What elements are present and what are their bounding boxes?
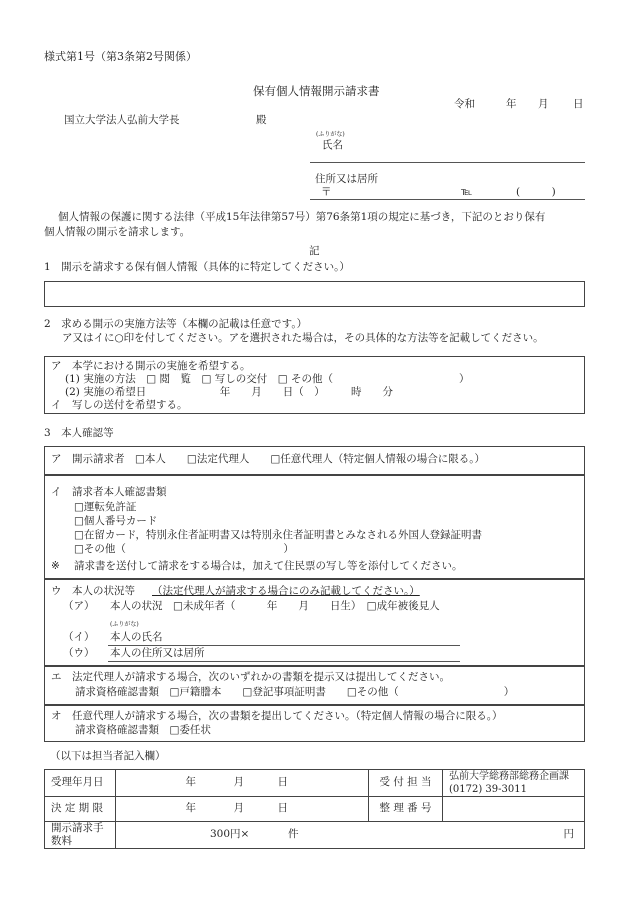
section3-heading: 3 本人確認等 (44, 427, 114, 439)
principal-address-text: 本人の住所又は居所 (110, 647, 205, 659)
section3-note-mark: ※ (51, 560, 60, 572)
date-year: 年 (506, 98, 517, 110)
section3-u-title: ウ 本人の状況等 (51, 585, 135, 597)
org-number-label: 整 理 番 号 (369, 797, 443, 822)
principal-address-label: （ウ） (63, 647, 95, 659)
section3-note: 請求書を送付して請求をする場合は，加えて住民票の写し等を添付してください。 (74, 560, 463, 572)
charge-phone: (0172) 39-3011 (449, 784, 527, 795)
id-doc-other[interactable]: □その他（ ） (74, 543, 294, 555)
fee-count: 件 (288, 828, 299, 840)
charge-label: 受 付 担 当 (369, 770, 443, 797)
name-label: 氏名 (322, 139, 343, 151)
decided-label: 決 定 期 限 (45, 797, 116, 822)
section3-o-line2[interactable]: 請求資格確認書類 □委任状 (75, 724, 211, 736)
id-doc-mynumber[interactable]: □個人番号カード (74, 515, 158, 527)
date-month: 月 (538, 98, 549, 110)
intro-line2: 個人情報の開示を請求します。 (44, 226, 191, 238)
staff-table (44, 769, 585, 849)
section2-date: (2) 実施の希望日 年 月 日（ ） 時 分 (65, 386, 393, 398)
section2-option-a: ア 本学における開示の実施を希望する。 (51, 360, 251, 372)
section2-note: ア又はイに○印を付してください。アを選択された場合は，その具体的な方法等を記載してください。 (62, 332, 544, 344)
decided-month: 月 (228, 797, 268, 822)
fee-label: 開示請求手数料 (45, 822, 116, 849)
id-doc-residence-card[interactable]: □在留カード，特別永住者証明書又は特別永住者証明書とみなされる外国人登録証明書 (74, 529, 482, 541)
org-number-value[interactable] (443, 797, 585, 822)
name-field-line[interactable] (310, 162, 585, 163)
addressee-name: 国立大学法人弘前大学長 (64, 114, 180, 126)
charge-dept: 弘前大学総務部総務企画課 (449, 771, 569, 782)
fee-amount: 300円× (210, 828, 250, 840)
section2-heading: 2 求める開示の実施方法等（本欄の記載は任意です。） (44, 318, 308, 330)
decided-day: 日 (268, 797, 369, 822)
fee-cell (116, 822, 585, 849)
received-day: 日 (268, 770, 369, 797)
principal-name-text: 本人の氏名 (110, 631, 163, 643)
section2-method: (1) 実施の方法 □ 閲 覧 □ 写しの交付 □ その他（ ） (65, 373, 470, 385)
ki-mark: 記 (309, 245, 320, 257)
furigana-label: (ふりがな) (316, 131, 345, 138)
received-label: 受理年月日 (45, 770, 116, 797)
form-number: 様式第1号（第3条第2号関係） (44, 50, 197, 63)
section1-input-box[interactable] (44, 281, 585, 307)
section3-requester-type: ア 開示請求者 □本人 □法定代理人 □任意代理人（特定個人情報の場合に限る。） (51, 453, 486, 465)
intro-line1: 個人情報の保護に関する法律（平成15年法律第57号）第76条第1項の規定に基づき，下記のとおり保有 (58, 211, 546, 223)
decided-year: 年 (180, 797, 228, 822)
address-label: 住所又は居所 (315, 173, 378, 185)
received-year: 年 (180, 770, 228, 797)
section3-o-line1: オ 任意代理人が請求する場合，次の書類を提出してください。（特定個人情報の場合に限る。） (51, 710, 503, 722)
principal-name-line[interactable] (108, 645, 460, 646)
section3-e-line1: エ 法定代理人が請求する場合，次のいずれかの書類を提示又は提出してください。 (51, 671, 450, 683)
section3-u-title-note: （法定代理人が請求する場合にのみ記載してください。） (152, 585, 420, 597)
status-label: （ア） (63, 600, 95, 612)
staff-note: （以下は担当者記入欄） (50, 750, 166, 762)
date-day: 日 (573, 98, 584, 110)
tel-paren: ( ) (516, 186, 556, 198)
form-title: 保有個人情報開示請求書 (253, 84, 380, 98)
received-month: 月 (228, 770, 268, 797)
status-text[interactable]: 本人の状況 □未成年者（ 年 月 日生） □成年被後見人 (110, 600, 440, 612)
section3-e-line2[interactable]: 請求資格確認書類 □戸籍謄本 □登記事項証明書 □その他（ ） (75, 686, 515, 698)
principal-furigana: (ふりがな) (110, 621, 139, 628)
id-doc-license[interactable]: □運転免許証 (74, 501, 137, 513)
tel-mark: ℡ (461, 186, 473, 198)
charge-value (443, 770, 585, 797)
principal-address-line[interactable] (108, 661, 460, 662)
date-era: 令和 (454, 98, 475, 110)
section3-i-title: イ 請求者本人確認書類 (51, 486, 167, 498)
addressee-honorific: 殿 (256, 114, 267, 126)
address-field-line[interactable] (310, 199, 585, 200)
section1-heading: 1 開示を請求する保有個人情報（具体的に特定してください。） (44, 261, 350, 273)
fee-yen: 円 (563, 828, 574, 840)
section2-option-i: イ 写しの送付を希望する。 (51, 399, 188, 411)
postal-mark: 〒 (321, 186, 332, 198)
principal-name-label: （イ） (63, 631, 95, 643)
